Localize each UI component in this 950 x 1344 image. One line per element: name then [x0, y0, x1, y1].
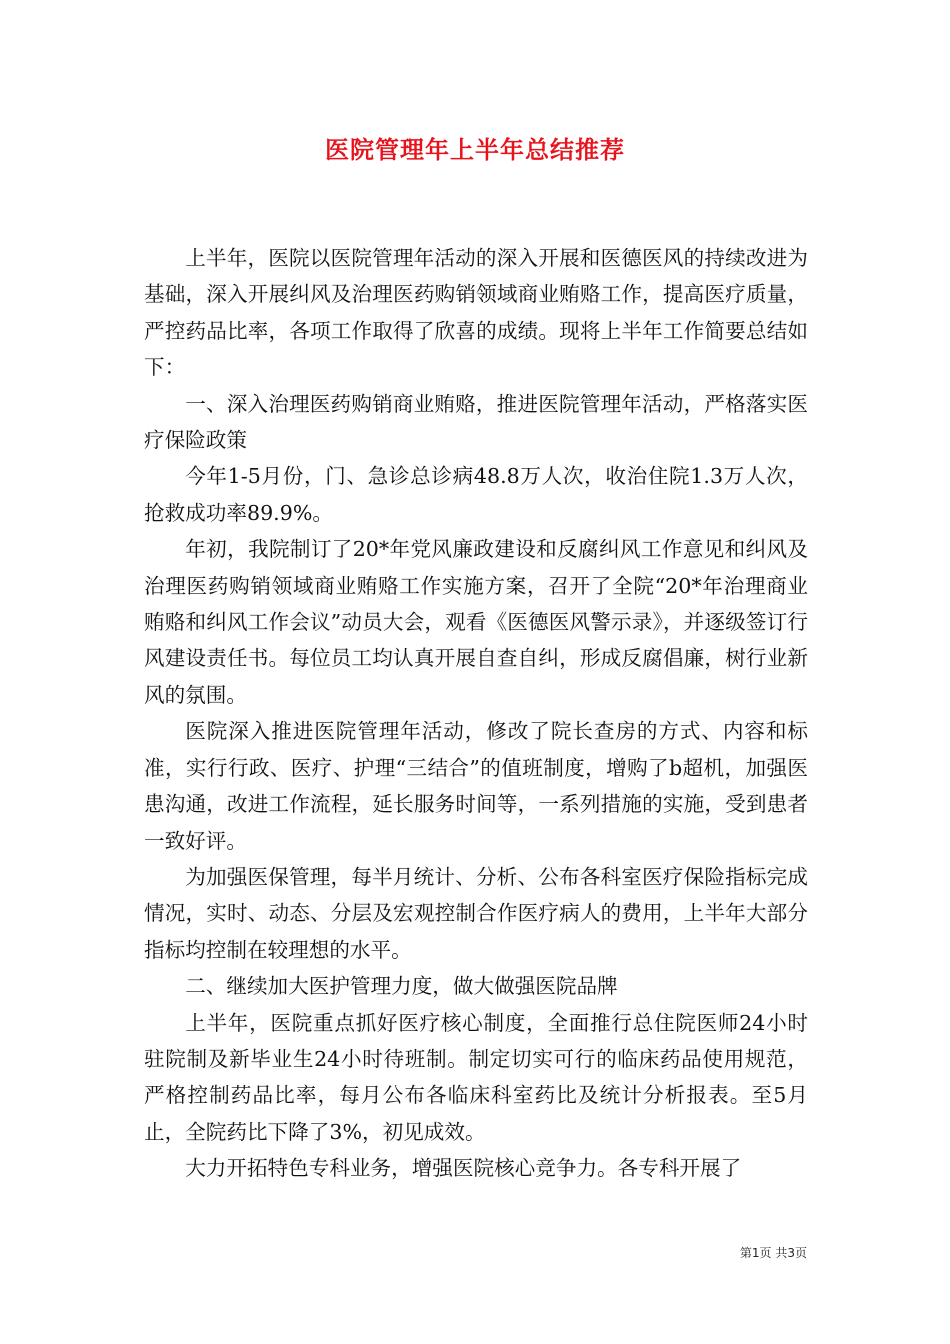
paragraph-insurance: 为加强医保管理，每半月统计、分析、公布各科室医疗保险指标完成情况，实时、动态、分层及宏观控制合作医疗病人的费用，上半年大部分指标均控制在较理想的水平。 — [144, 864, 808, 962]
paragraph-specialty: 大力开拓特色专科业务，增强医院核心竞争力。各专科开展了 — [185, 1156, 742, 1181]
section-heading-2: 二、继续加大医护管理力度，做大做强医院品牌 — [185, 974, 618, 999]
paragraph-anti-corruption: 年初，我院制订了20*年党风廉政建设和反腐纠风工作意见和纠风及治理医药购销领域商业贿赂工作实施方案，召开了全院“20*年治理商业贿赂和纠风工作会议”动员大会，观看《医德医风警示录》，并逐级签订行风建设责任书。每位员工均认真开展自查自纠，形成反腐倡廉，树行业新风的氛围。 — [144, 537, 808, 707]
document-body — [144, 240, 808, 1187]
paragraph-core-system: 上半年，医院重点抓好医疗核心制度，全面推行总住院医师24小时驻院制及新毕业生24小时待班制。制定切实可行的临床药品使用规范，严格控制药品比率，每月公布各临床科室药比及统计分析报表。至5月止，全院药比下降了3%，初见成效。 — [144, 1010, 808, 1144]
page-number-footer: 第1页 共3页 — [739, 1246, 807, 1260]
paragraph-management-year: 医院深入推进医院管理年活动，修改了院长查房的方式、内容和标准，实行行政、医疗、护理“三结合”的值班制度，增购了b超机，加强医患沟通，改进工作流程，延长服务时间等，一系列措施的实施，受到患者一致好评。 — [144, 719, 808, 853]
paragraph-intro: 上半年，医院以医院管理年活动的深入开展和医德医风的持续改进为基础，深入开展纠风及治理医药购销领域商业贿赂工作，提高医疗质量，严控药品比率，各项工作取得了欣喜的成绩。现将上半年工作简要总结如下： — [144, 246, 808, 380]
section-heading-1: 一、深入治理医药购销商业贿赂，推进医院管理年活动，严格落实医疗保险政策 — [144, 391, 808, 453]
document-title: 医院管理年上半年总结推荐 — [325, 136, 625, 164]
paragraph-statistics: 今年1-5月份，门、急诊总诊病48.8万人次，收治住院1.3万人次，抢救成功率89.9%。 — [144, 464, 808, 525]
